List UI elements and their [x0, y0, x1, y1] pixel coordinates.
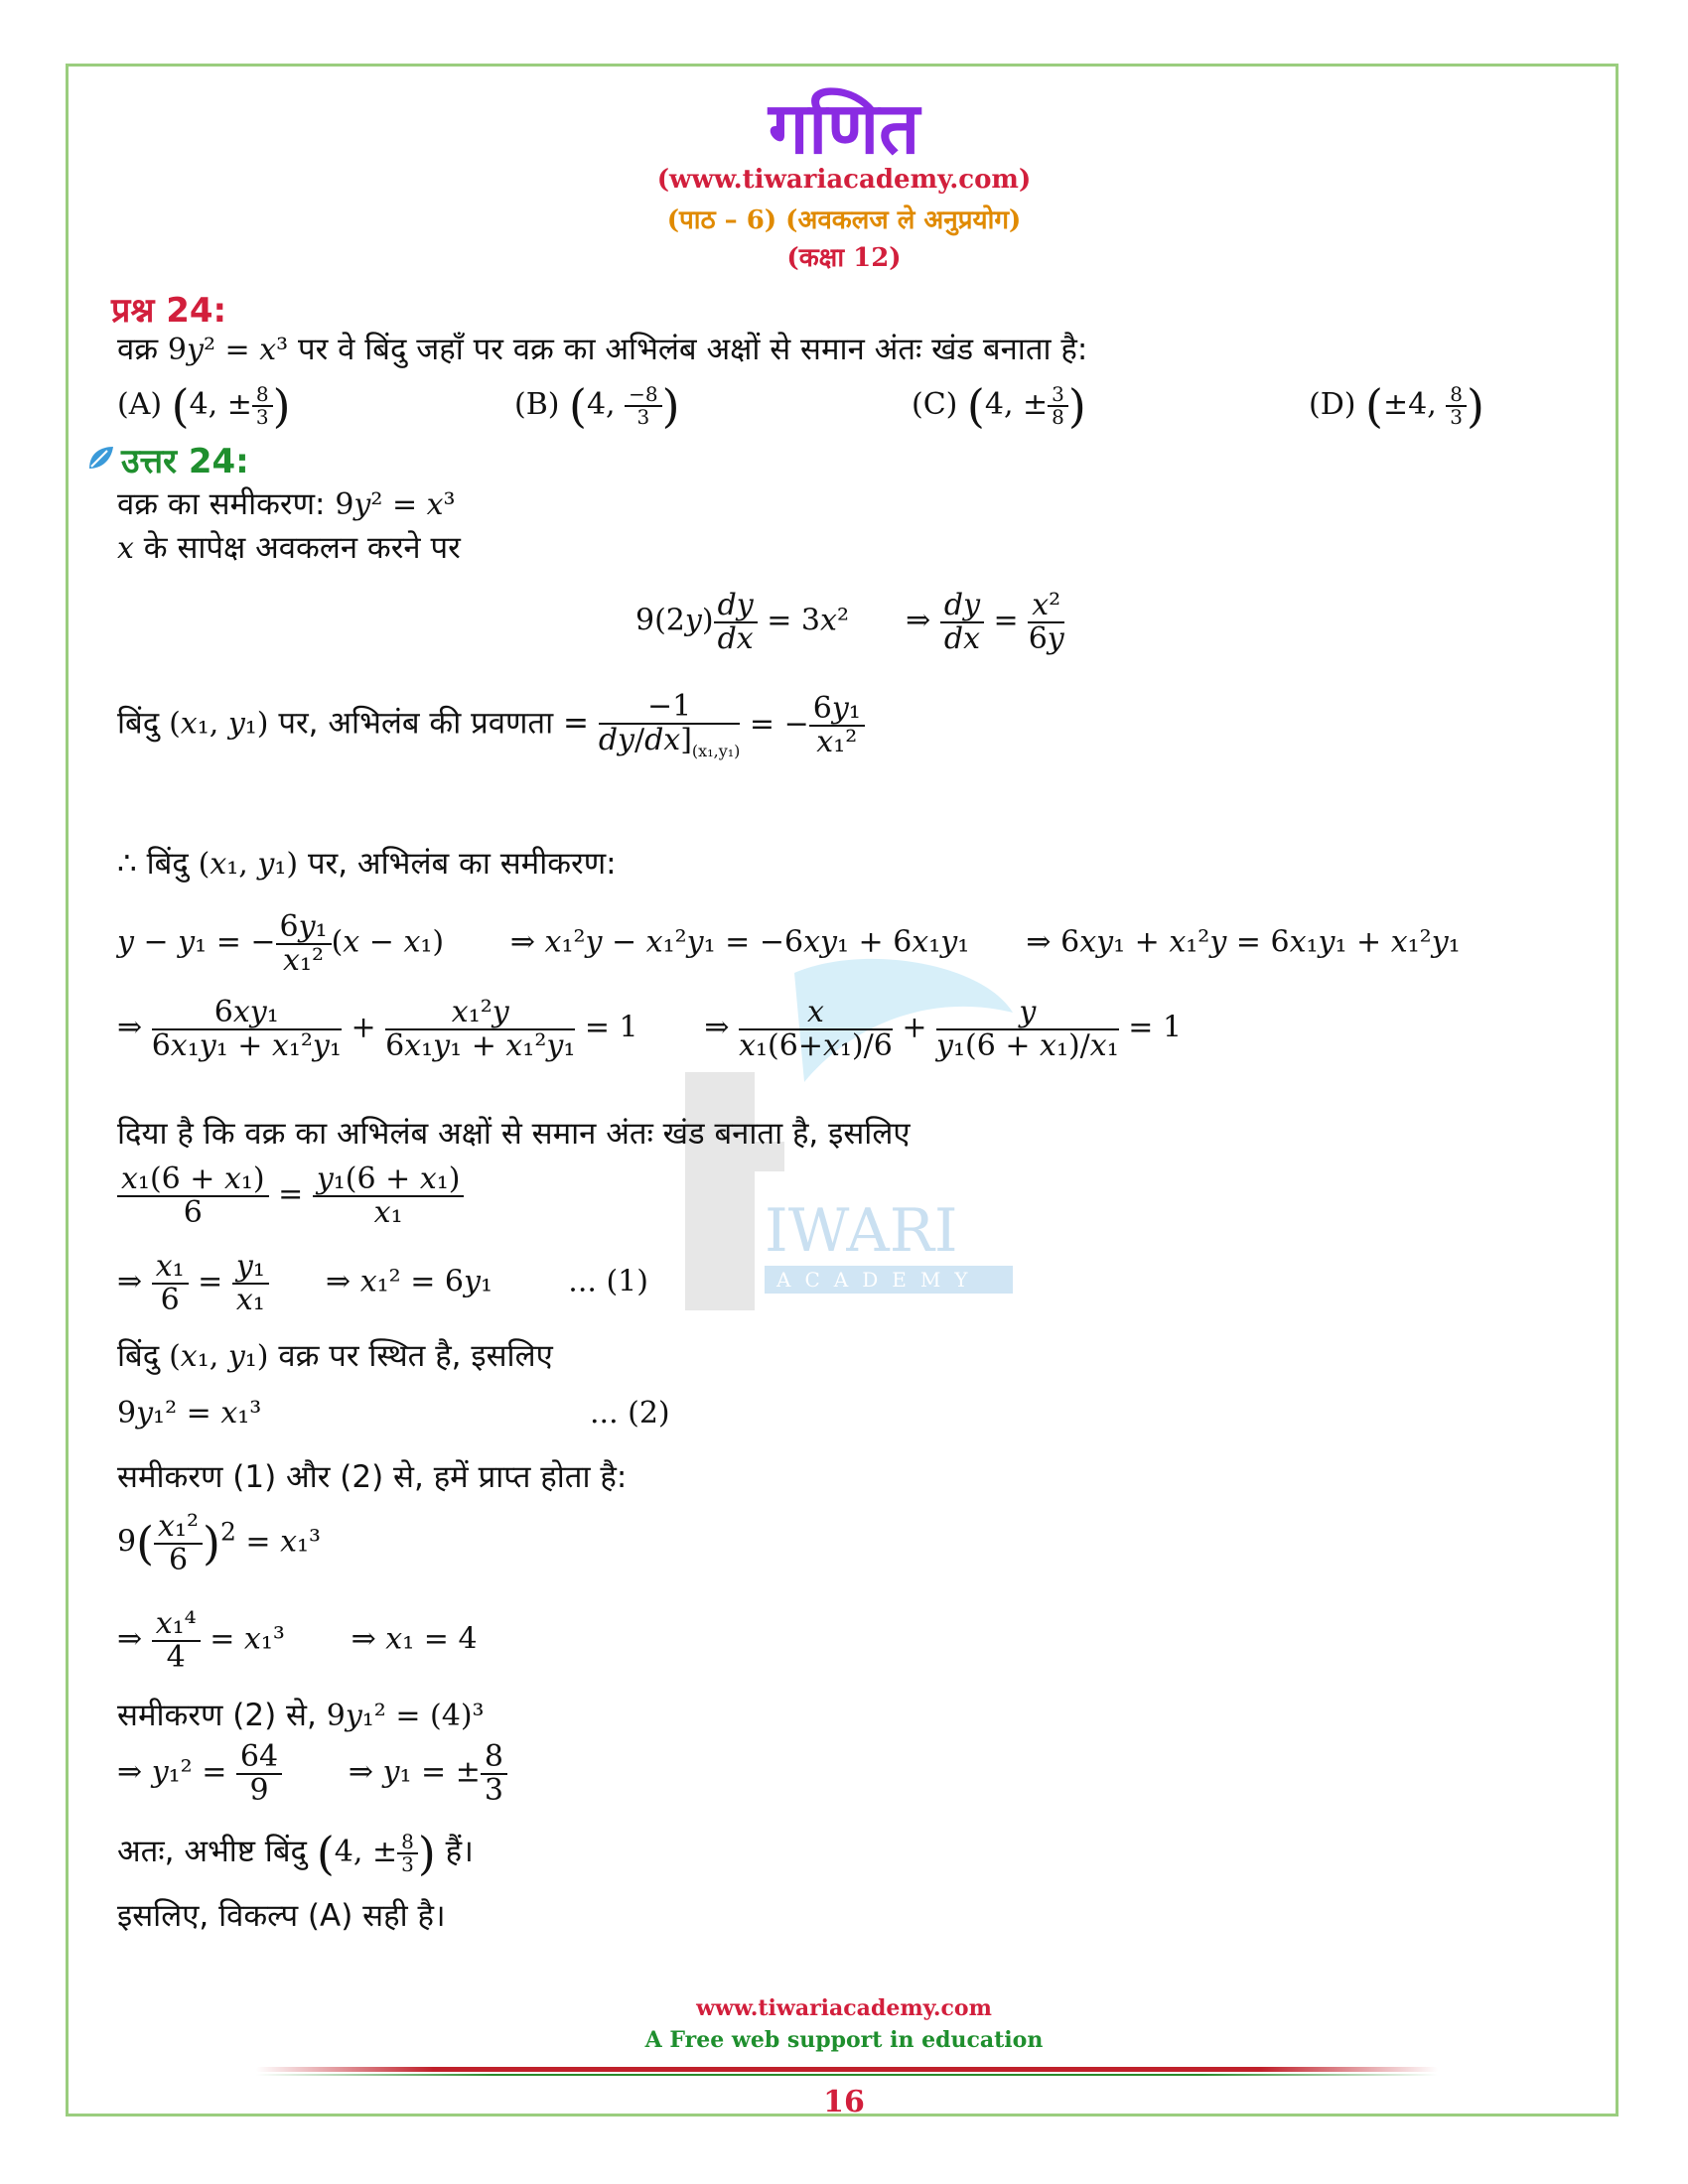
svg-text:IWARI: IWARI [765, 1196, 958, 1266]
combine-text: समीकरण (1) और (2) से, हमें प्राप्त होता है: [117, 1459, 628, 1495]
class-label: (कक्षा 12) [786, 243, 902, 273]
question-label: प्रश्न 24: [111, 291, 227, 331]
combined-equation: 9( $\frac{\text{x₁²}}{6}$ )$^2$ = x₁³ [117, 1509, 322, 1577]
footer-divider-secondary [256, 2074, 1438, 2076]
solve-y1: ⇒ y₁² = $\frac{64}{9}$ ⇒ y₁ = ± $\frac{8}{3}$ [117, 1741, 507, 1806]
leaf-icon [85, 443, 115, 473]
footer-divider [256, 2067, 1438, 2072]
option-c[interactable]: (C) (4, ± $\frac{3}{8}$ ) [912, 379, 1086, 433]
equation-1: ⇒ $\frac{\text{x₁}}{6}$ = $\frac{\text{y₁}}{\text{x₁}}$ ⇒ x₁² = 6y₁ ... (1) [117, 1249, 648, 1317]
website-link[interactable]: (www.tiwariacademy.com) [656, 165, 1032, 195]
option-b[interactable]: (B) (4, $\frac{-8}{3}$ ) [514, 379, 680, 433]
result-text: अतः, अभीष्ट बिंदु (4, ± $\frac{8}{3}$ ) हैं। [117, 1827, 474, 1880]
conclusion-text: इसलिए, विकल्प (A) सही है। [117, 1898, 446, 1934]
equal-intercepts-text: दिया है कि वक्र का अभिलंब अक्षों से समान अंतः खंड बनाता है, इसलिए [117, 1116, 911, 1152]
equation-2: 9y₁² = x₁³ [117, 1396, 262, 1431]
differentiation-text: x के सापेक्ष अवकलन करने पर [117, 530, 461, 566]
chapter-title: (पाठ – 6) (अवकलज ले अनुप्रयोग) [666, 205, 1022, 235]
equal-intercepts-equation: $\frac{\text{x₁(6 + x₁)}}{6}$ = $\frac{\text{y₁(6 + x₁)}}{\text{x₁}}$ [117, 1163, 464, 1228]
question-text: वक्र 9y² = x³ पर वे बिंदु जहाँ पर वक्र का अभिलंब अक्षों से समान अंतः खंड बनाता है: [117, 332, 1088, 367]
footer-tagline: A Free web support in education [644, 2027, 1044, 2053]
option-d[interactable]: (D) (±4, $\frac{8}{3}$ ) [1309, 379, 1484, 433]
solve-x1: ⇒ $\frac{\text{x₁⁴}}{4}$ = x₁³ ⇒ x₁ = 4 [117, 1606, 478, 1675]
page-title: गणित [768, 86, 920, 170]
normal-slope: बिंदु (x₁, y₁) पर, अभिलंब की प्रवणता = $\frac{-1}{dy/dx]_{(x_1,y_1)}}$ = − $\frac{\text{6y₁}}{\text{x₁²}}$ [117, 691, 865, 759]
derivative-equation: 9(2y) $\frac{dy}{dx}$ = 3x² ⇒ $\frac{dy}{dx}$ = $\frac{\text{x²}}{6y}$ [635, 588, 1064, 656]
answer-label: उत्तर 24: [121, 442, 249, 481]
normal-equation-label: ∴ बिंदु (x₁, y₁) पर, अभिलंब का समीकरण: [117, 846, 617, 882]
option-a[interactable]: (A) (4, ± $\frac{8}{3}$ ) [117, 379, 291, 433]
footer-url[interactable]: www.tiwariacademy.com [696, 1995, 992, 2021]
svg-text:ACADEMY: ACADEMY [776, 1268, 982, 1292]
substitute-text: समीकरण (2) से, 9y₁² = (4)³ [117, 1698, 485, 1733]
normal-equation-steps: y − y₁ = − $\frac{\text{6y₁}}{\text{x₁²}}$ (x − x₁) ⇒ x₁²y − x₁²y₁ = −6xy₁ + 6x₁y₁ ⇒ 6xy₁ + x₁²y = 6x₁y₁ + x₁²y₁ [117, 909, 1461, 978]
intercept-form: ⇒ $\frac{\text{6xy₁}}{\text{6x₁y₁ + x₁²y₁}}$ + $\frac{\text{x₁²y}}{\text{6x₁y₁ + x₁²y₁}}$ = 1 ⇒ $\frac{x}{\text{x₁(6+x₁)/6}}$ + $\frac{y}{\text{y₁(6 + x₁)/x₁}}$ = 1 [117, 995, 1183, 1063]
page-number: 16 [823, 2085, 865, 2119]
point-on-curve-text: बिंदु (x₁, y₁) वक्र पर स्थित है, इसलिए [117, 1338, 553, 1374]
equation-2-ref: ... (2) [590, 1396, 670, 1431]
curve-equation: वक्र का समीकरण: 9y² = x³ [117, 486, 456, 522]
